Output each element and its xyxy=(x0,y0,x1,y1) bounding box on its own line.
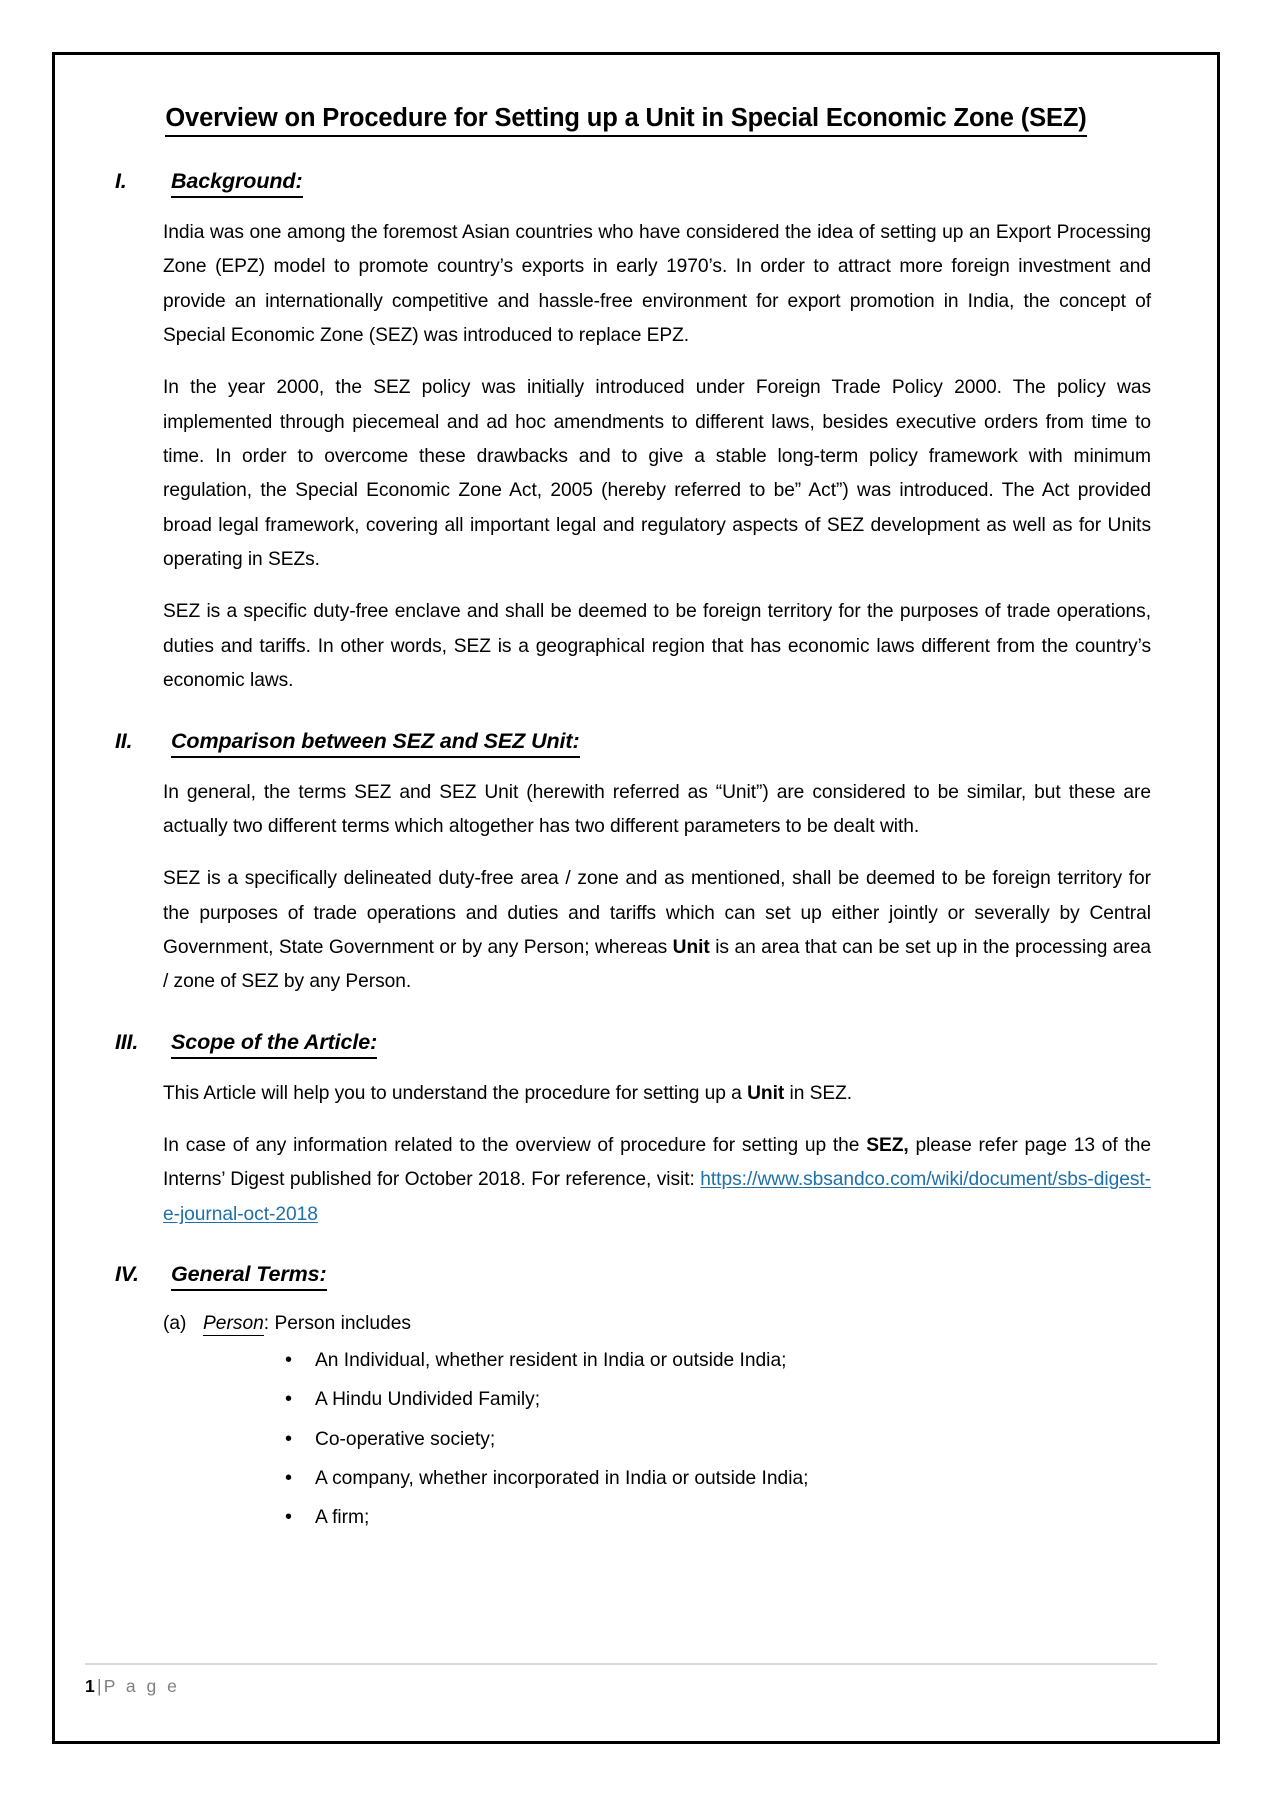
paragraph-scope-1-part1: This Article will help you to understand the procedure for setting up a xyxy=(163,1082,748,1104)
section-title-2-text: Comparison between SEZ and SEZ Unit xyxy=(171,728,573,753)
list-item: • A firm; xyxy=(281,1503,1157,1533)
section-title-2-suffix: : xyxy=(572,728,580,753)
section-heading-comparison xyxy=(85,729,1157,758)
section-numeral-3: III. xyxy=(115,1029,139,1054)
footer-separator: | xyxy=(96,1676,102,1696)
section-heading-scope xyxy=(85,1030,1157,1059)
section-title-1 xyxy=(171,169,303,198)
paragraph-background-3: SEZ is a specific duty-free enclave and shall be deemed to be foreign territory for the purposes of trade operations, duties and tariffs. In other words, SEZ is a geographical region that has economic laws different from the country’s economic laws. xyxy=(163,601,1151,692)
paragraph-comparison-2 xyxy=(85,862,1157,999)
page-title-text: Overview on Procedure for Setting up a Unit in Special Economic Zone (SEZ) xyxy=(165,104,1086,137)
section-heading-background xyxy=(85,169,1157,198)
footer-divider xyxy=(85,1663,1157,1665)
paragraph-scope-1-part2: in SEZ. xyxy=(784,1082,853,1104)
list-item: • Co-operative society; xyxy=(281,1425,1157,1455)
section-title-2 xyxy=(171,729,580,758)
term-person: Person xyxy=(203,1313,264,1335)
paragraph-background-2: In the year 2000, the SEZ policy was initially introduced under Foreign Trade Policy 2000. The policy was implemented through piecemeal and ad hoc amendments to different laws, besides executive orders from time to time. In order to overcome these drawbacks and to give a stable long-term policy framework with minimum regulation, the Special Economic Zone Act, 2005 (hereby referred to be” Act”) was introduced. The Act provided broad legal framework, covering all important legal and regulatory aspects of SEZ development as well as for Units operating in SEZs. xyxy=(163,377,1151,571)
section-title-3 xyxy=(171,1030,377,1059)
paragraph-scope-2-part1: In case of any information related to the overview of procedure for setting up the xyxy=(163,1135,867,1157)
paragraph-comparison-2-bold: Unit xyxy=(672,936,710,958)
list-item-person-rest: : Person includes xyxy=(263,1313,411,1335)
paragraph-scope-2 xyxy=(85,1129,1157,1232)
document-page xyxy=(52,52,1220,1744)
paragraph-scope-1 xyxy=(85,1077,1157,1111)
page-title xyxy=(85,103,1157,135)
section-numeral-4: IV. xyxy=(115,1262,139,1287)
list-item: • A Hindu Undivided Family; xyxy=(281,1385,1157,1415)
section-title-1-text: Background xyxy=(171,168,296,193)
section-numeral-2: II. xyxy=(115,728,133,753)
section-numeral-1: I. xyxy=(115,168,127,193)
list-item: • A company, whether incorporated in India or outside India; xyxy=(281,1464,1157,1494)
list-marker-a: (a) xyxy=(163,1313,187,1335)
section-title-4-text: General Terms xyxy=(171,1262,320,1287)
paragraph-scope-2-part2: please refer page 13 of the Interns’ Digest published for October 2018. For reference, visit: xyxy=(163,1135,1151,1191)
footer-page-indicator xyxy=(85,1676,1157,1697)
footer-page-label: P a g e xyxy=(103,1676,180,1696)
paragraph-scope-2-bold: SEZ, xyxy=(866,1135,909,1157)
footer-page-number: 1 xyxy=(85,1676,95,1696)
list-item-person xyxy=(85,1309,1157,1340)
list-item: • An Individual, whether resident in India or outside India; xyxy=(281,1346,1157,1376)
section-title-3-text: Scope of the Article: xyxy=(171,1029,378,1054)
paragraph-comparison-1: In general, the terms SEZ and SEZ Unit (herewith referred as “Unit”) are considered to be similar, but these are actually two different terms which altogether has two different parameters to be dealt with. xyxy=(163,781,1151,837)
person-definition-list xyxy=(85,1346,1157,1534)
page-content xyxy=(55,55,1217,1741)
list-item-person-text xyxy=(203,1309,411,1340)
paragraph-scope-1-bold: Unit xyxy=(747,1082,785,1104)
paragraph-comparison-2-part1: SEZ is a specifically delineated duty-free area / zone and as mentioned, shall be deemed to be foreign territory for the purposes of trade operations and duties and tariffs which can set up either jointly or severally by Central Government, State Government or by any Person; whereas xyxy=(163,868,1151,958)
section-heading-general-terms xyxy=(85,1262,1157,1291)
paragraph-comparison-2-part2: is an area that can be set up in the processing area / zone of SEZ by any Person. xyxy=(163,936,1151,993)
section-title-4-suffix: : xyxy=(319,1262,327,1287)
section-title-4 xyxy=(171,1262,327,1291)
digest-journal-link[interactable]: https://www.sbsandco.com/wiki/document/sbs-digest-e-journal-oct-2018 xyxy=(163,1169,1151,1225)
section-title-1-suffix: : xyxy=(295,168,303,193)
page-footer xyxy=(85,1663,1157,1697)
paragraph-background-1: India was one among the foremost Asian countries who have considered the idea of setting up an Export Processing Zone (EPZ) model to promote country’s exports in early 1970’s. In order to attract more foreign investment and provide an internationally competitive and hassle-free environment for export promotion in India, the concept of Special Economic Zone (SEZ) was introduced to replace EPZ. xyxy=(163,221,1151,346)
